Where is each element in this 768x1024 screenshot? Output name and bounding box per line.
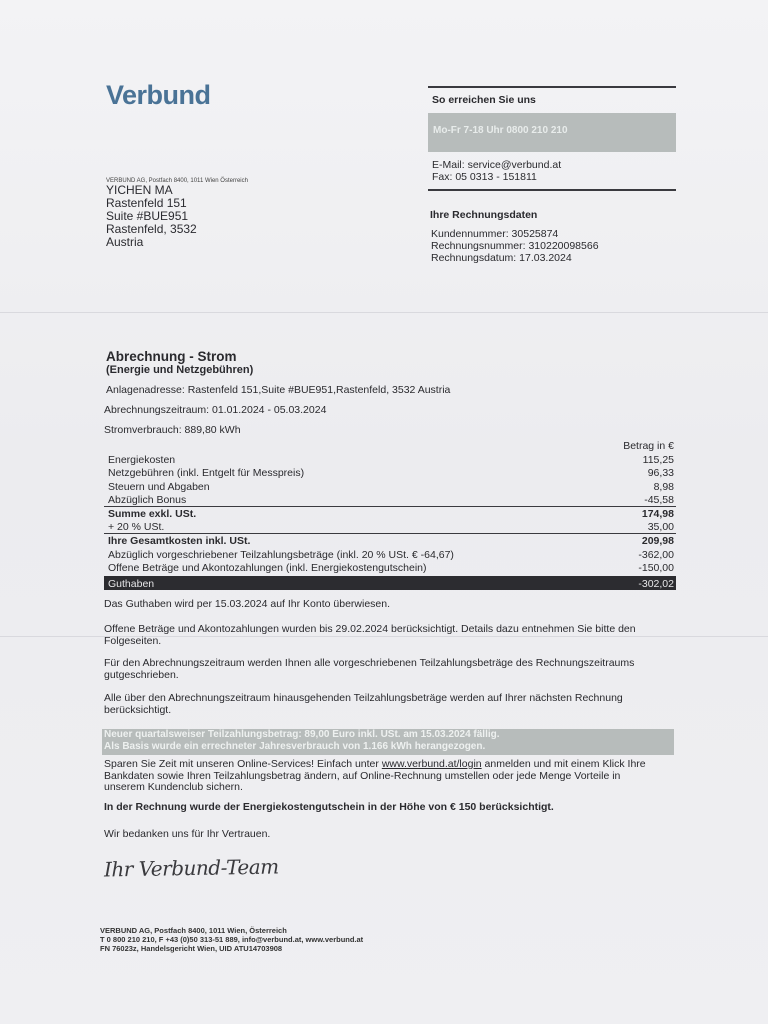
billing-consumption: Stromverbrauch: 889,80 kWh xyxy=(104,424,241,436)
table-row: Netzgebühren (inkl. Entgelt für Messpreis) 96,33 xyxy=(108,467,674,480)
billing-period: Abrechnungszeitraum: 01.01.2024 - 05.03.2024 xyxy=(104,404,327,416)
divider xyxy=(428,189,676,191)
recipient-city: Rastenfeld, 3532 xyxy=(106,222,197,236)
billing-address: Anlagenadresse: Rastenfeld 151,Suite #BUE951,Rastenfeld, 3532 Austria xyxy=(106,384,451,396)
invoice-info-heading: Ihre Rechnungsdaten xyxy=(430,209,538,221)
divider xyxy=(428,86,676,88)
installment-hint-box xyxy=(102,729,674,755)
billing-title: Abrechnung - Strom xyxy=(106,349,237,364)
footer: VERBUND AG, Postfach 8400, 1011 Wien, Österreich T 0 800 210 210, F +43 (0)50 313-51 889, info@verbund.at, www.verbund.at FN 76023z, Handelsgericht Wien, UID ATU14703908 xyxy=(100,926,364,953)
credit-total-row: Guthaben -302,02 xyxy=(104,576,676,590)
contact-lines xyxy=(432,159,561,183)
hint-line: Als Basis wurde ein errechneter Jahresverbrauch von 1.166 kWh herangezogen. xyxy=(104,741,486,752)
contact-heading: So erreichen Sie uns xyxy=(432,94,536,106)
table-row-subtotal: Summe exkl. USt. 174,98 xyxy=(104,506,676,520)
recipient-address xyxy=(106,184,197,249)
recipient-suite: Suite #BUE951 xyxy=(106,209,189,223)
recipient-country: Austria xyxy=(106,235,144,249)
paragraph-open-amounts: Offene Beträge und Akontozahlungen wurden bis 29.02.2024 berücksichtigt. Details dazu entnehmen Sie bitte den Folgeseiten. xyxy=(104,623,636,647)
billing-subtitle: (Energie und Netzgebühren) xyxy=(106,364,254,376)
paragraph-installments: Für den Abrechnungszeitraum werden Ihnen alle vorgeschriebenen Teilzahlungsbeträge des Rechnungszeitraums gutgeschrieben. xyxy=(104,657,635,681)
table-row: Steuern und Abgaben 8,98 xyxy=(108,480,674,493)
sender-line: VERBUND AG, Postfach 8400, 1011 Wien Österreich xyxy=(106,178,248,184)
signature: Ihr Verbund-Team xyxy=(103,854,279,882)
table-row: Abzüglich Bonus -45,58 xyxy=(108,493,674,506)
login-link[interactable]: www.verbund.at/login xyxy=(381,758,482,770)
invoice-date: Rechnungsdatum: 17.03.2024 xyxy=(431,252,572,264)
paragraph-credit: Das Guthaben wird per 15.03.2024 auf Ihr Konto überwiesen. xyxy=(104,598,391,610)
verbund-logo: Verbund xyxy=(106,80,211,110)
hint-line: Neuer quartalsweiser Teilzahlungsbetrag: 89,00 Euro inkl. USt. am 15.03.2024 fällig. xyxy=(104,729,500,740)
customer-number: Kundennummer: 30525874 xyxy=(431,228,559,240)
invoice-info xyxy=(431,228,599,264)
contact-fax: Fax: 05 0313 - 151811 xyxy=(432,171,537,183)
table-row: Abzüglich vorgeschriebener Teilzahlungsbeträge (inkl. 20 % USt. € -64,67) -362,00 xyxy=(108,548,674,561)
paragraph-future-installments: Alle über den Abrechnungszeitraum hinausgehenden Teilzahlungsbeträge werden auf Ihrer nächsten Rechnung berücksichtigt. xyxy=(104,692,623,716)
table-row-grand-total: Ihre Gesamtkosten inkl. USt. 209,98 xyxy=(104,533,676,547)
table-row: Energiekosten 115,25 xyxy=(108,454,674,467)
thanks-text: Wir bedanken uns für Ihr Vertrauen. xyxy=(104,828,271,840)
amount-header: Betrag in € xyxy=(623,440,674,452)
hotline-box xyxy=(428,113,676,152)
voucher-note: In der Rechnung wurde der Energiekostengutschein in der Höhe von € 150 berücksichtigt. xyxy=(104,801,554,813)
table-row: + 20 % USt. 35,00 xyxy=(108,521,674,534)
table-row: Offene Beträge und Akontozahlungen (inkl. Energiekostengutschein) -150,00 xyxy=(108,561,674,574)
paper-fold xyxy=(0,312,768,313)
online-services-paragraph: Sparen Sie Zeit mit unseren Online-Services! Einfach unter www.verbund.at/login anmelden und mit einem Klick Ihre Bankdaten sowie Ihren Teilzahlungsbetrag ändern, auf Online-Rechnung umstellen oder jede Menge Vorteile in unserem Kundenclub sichern. xyxy=(104,758,646,793)
invoice-number: Rechnungsnummer: 310220098566 xyxy=(431,240,599,252)
recipient-name: YICHEN MA xyxy=(106,183,173,197)
contact-email[interactable]: E-Mail: service@verbund.at xyxy=(432,159,562,171)
hotline-text: Mo-Fr 7-18 Uhr 0800 210 210 xyxy=(433,125,568,136)
recipient-street: Rastenfeld 151 xyxy=(106,196,187,210)
billing-table xyxy=(104,440,676,590)
